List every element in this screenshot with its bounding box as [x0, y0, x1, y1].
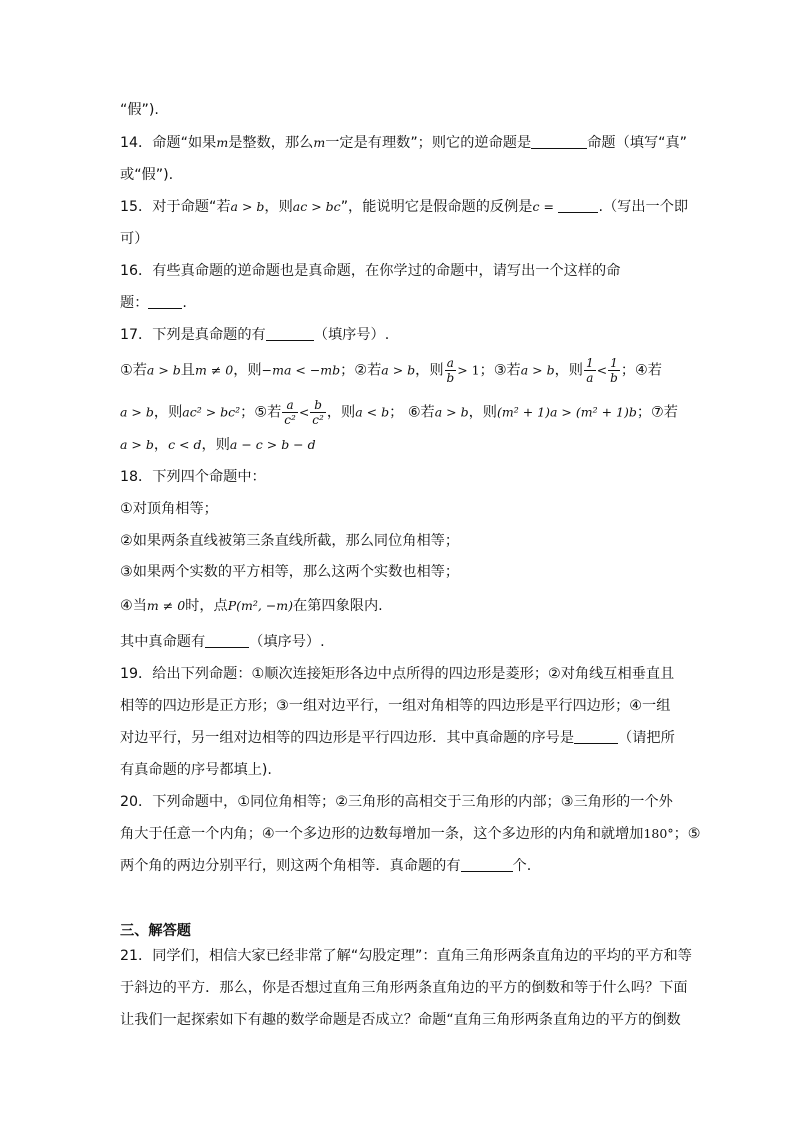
- answer-blank[interactable]: [574, 729, 618, 744]
- answer-blank[interactable]: [531, 134, 587, 149]
- math-expr: −ma < −mb: [261, 362, 341, 378]
- text-line: [120, 596, 690, 616]
- math-expr: P(m², −m): [227, 598, 294, 613]
- text: （请把所: [618, 730, 675, 746]
- question-20: [120, 792, 690, 812]
- question-17-options-line2: [120, 398, 690, 427]
- text: 让我们一起探索如下有趣的数学命题是否成立？命题“直角三角形两条直角边的平方的倒数: [120, 1012, 681, 1028]
- text-line: [120, 499, 690, 519]
- math-expr: a > b: [381, 362, 416, 378]
- text: ，则: [326, 404, 356, 421]
- text-line: [120, 165, 690, 185]
- text: 角大于任意一个内角；④一个多边形的边数每增加一条，这个多边形的内角和就增加: [120, 826, 644, 842]
- text: 是整数，那么: [228, 135, 314, 151]
- math-expr: m ≠ 0: [195, 362, 234, 378]
- text: 21．同学们，相信大家已经非常了解“勾股定理”：直角三角形两条直角边的平均的平方和等: [120, 948, 692, 964]
- math-expr: c =: [532, 199, 554, 214]
- text: .: [182, 295, 187, 311]
- text: 19．给出下列命题：①顺次连接矩形各边中点所得的四边形是菱形；②对角线互相垂直且: [120, 666, 675, 682]
- math-expr: a > b: [434, 404, 469, 420]
- math-expr: ac² > bc²: [182, 404, 241, 420]
- math-expr: (m² + 1)a > (m² + 1)b: [497, 404, 637, 420]
- text: 14．命题“如果: [120, 135, 217, 151]
- text-line: [120, 856, 690, 876]
- text: ；⑤若: [240, 404, 282, 421]
- text-line: [120, 1010, 690, 1030]
- fraction-1-over-b: $\frac{1}{b}$: [610, 356, 618, 385]
- text: （填序号）.: [249, 634, 325, 650]
- text: ，则: [264, 199, 293, 215]
- question-14: [120, 133, 690, 153]
- math-expr: a − c > b − d: [229, 437, 316, 452]
- text: ②如果两条直线被第三条直线所截，那么同位角相等；: [120, 533, 460, 549]
- text: 其中真命题有: [120, 634, 206, 650]
- text: 在第四象限内.: [293, 598, 383, 614]
- text: ，则: [201, 437, 230, 453]
- text: ，则: [153, 404, 183, 421]
- text: ，则: [415, 362, 444, 379]
- question-17: [120, 325, 690, 345]
- text-line: [120, 562, 690, 582]
- fraction-1-over-a: $\frac{1}{a}$: [586, 356, 594, 385]
- text: 可）: [120, 231, 149, 247]
- text: 两个角的两边分别平行，则这两个角相等．真命题的有: [120, 858, 461, 874]
- math-expr: a > b: [146, 362, 181, 378]
- math-expr: 180°: [643, 826, 674, 841]
- text: 于斜边的平方．那么，你是否想过直角三角形两条直角边的平方的倒数和等于什么吗？下面: [120, 980, 688, 996]
- text: ③如果两个实数的平方相等，那么这两个实数也相等；: [120, 564, 460, 580]
- answer-blank[interactable]: [205, 633, 249, 648]
- text: ”，能说明它是假命题的反例是: [340, 199, 533, 215]
- answer-blank[interactable]: [461, 857, 513, 872]
- text: 20．下列命题中，①同位角相等；②三角形的高相交于三角形的内部；③三角形的一个外: [120, 794, 673, 810]
- question-18: [120, 467, 690, 487]
- text: ，则: [554, 362, 583, 379]
- math-var: m: [216, 135, 229, 150]
- text: 有真命题的序号都填上).: [120, 762, 272, 778]
- text: 时，点: [185, 598, 228, 614]
- text-line: [120, 728, 690, 748]
- text: 或“假”).: [120, 167, 174, 183]
- text: ；④若: [620, 362, 662, 379]
- text: 17．下列是真命题的有: [120, 327, 266, 343]
- text: ，: [153, 437, 169, 453]
- text-line: [120, 760, 690, 780]
- math-expr: c < d: [168, 437, 202, 452]
- question-21: [120, 946, 690, 966]
- text: ；⑤: [673, 826, 701, 842]
- text-line: [120, 696, 690, 716]
- answer-blank[interactable]: [558, 198, 598, 213]
- math-expr: ac > bc: [292, 199, 341, 214]
- text: （填序号）.: [313, 327, 390, 343]
- text: 一定是有理数”；则它的逆命题是: [325, 135, 532, 151]
- fraction-a-over-b: $\frac{a}{b}$: [446, 356, 455, 385]
- question-17-options-line3: [120, 435, 690, 455]
- text: 18．下列四个命题中：: [120, 469, 266, 485]
- text-line: [120, 978, 690, 998]
- text-line: [120, 229, 690, 249]
- fraction-b-over-c2: $\frac{b}{\text{c²}}$: [312, 398, 324, 427]
- text: ；③若: [479, 362, 521, 379]
- text: 对边平行，另一组对边相等的四边形是平行四边形．其中真命题的序号是: [120, 730, 575, 746]
- text: ①若: [120, 362, 147, 379]
- text: .（写出一个即: [598, 199, 689, 215]
- text: ；: [389, 404, 404, 421]
- math-var: m: [313, 135, 326, 150]
- text: 题：: [120, 295, 149, 311]
- text: ①对顶角相等；: [120, 501, 218, 517]
- text: ，则: [468, 404, 497, 421]
- question-16: [120, 261, 690, 281]
- text: ；⑦若: [636, 404, 678, 421]
- answer-blank[interactable]: [148, 294, 182, 309]
- text: 且: [180, 362, 195, 379]
- text-line: [120, 293, 690, 313]
- math-expr: a > b: [120, 437, 154, 452]
- math-expr: m ≠ 0: [146, 598, 186, 613]
- text-line: [120, 531, 690, 551]
- fraction-a-over-c2: $\frac{a}{\text{c²}}$: [284, 398, 296, 427]
- text: ⑥若: [407, 404, 435, 421]
- text: ，则: [233, 362, 262, 379]
- text: 命题（填写“真”: [587, 135, 688, 151]
- math-expr: <: [298, 404, 310, 420]
- text: 16．有些真命题的逆命题也是真命题，在你学过的命题中，请写出一个这样的命: [120, 263, 621, 279]
- text-line: [120, 824, 701, 844]
- text: ④当: [120, 598, 147, 614]
- text: ；②若: [340, 362, 382, 379]
- text: 15．对于命题“若: [120, 199, 231, 215]
- section-heading: 三、解答题: [120, 923, 191, 939]
- text-line: [120, 632, 690, 652]
- math-expr: a > b: [230, 199, 265, 214]
- text: “假”).: [120, 102, 159, 118]
- math-expr: <: [596, 362, 608, 378]
- text: 相等的四边形是正方形；③一组对边平行，一组对角相等的四边形是平行四边形；④一组: [120, 698, 671, 714]
- text: 个.: [512, 858, 532, 874]
- question-19: [120, 664, 690, 684]
- question-17-options-line1: [120, 356, 690, 385]
- text-line: [120, 100, 690, 120]
- math-expr: a > b: [120, 404, 154, 420]
- math-expr: > 1: [457, 362, 480, 378]
- question-15: [120, 197, 690, 217]
- answer-blank[interactable]: [266, 326, 314, 341]
- math-expr: a < b: [355, 404, 390, 420]
- math-expr: a > b: [520, 362, 555, 378]
